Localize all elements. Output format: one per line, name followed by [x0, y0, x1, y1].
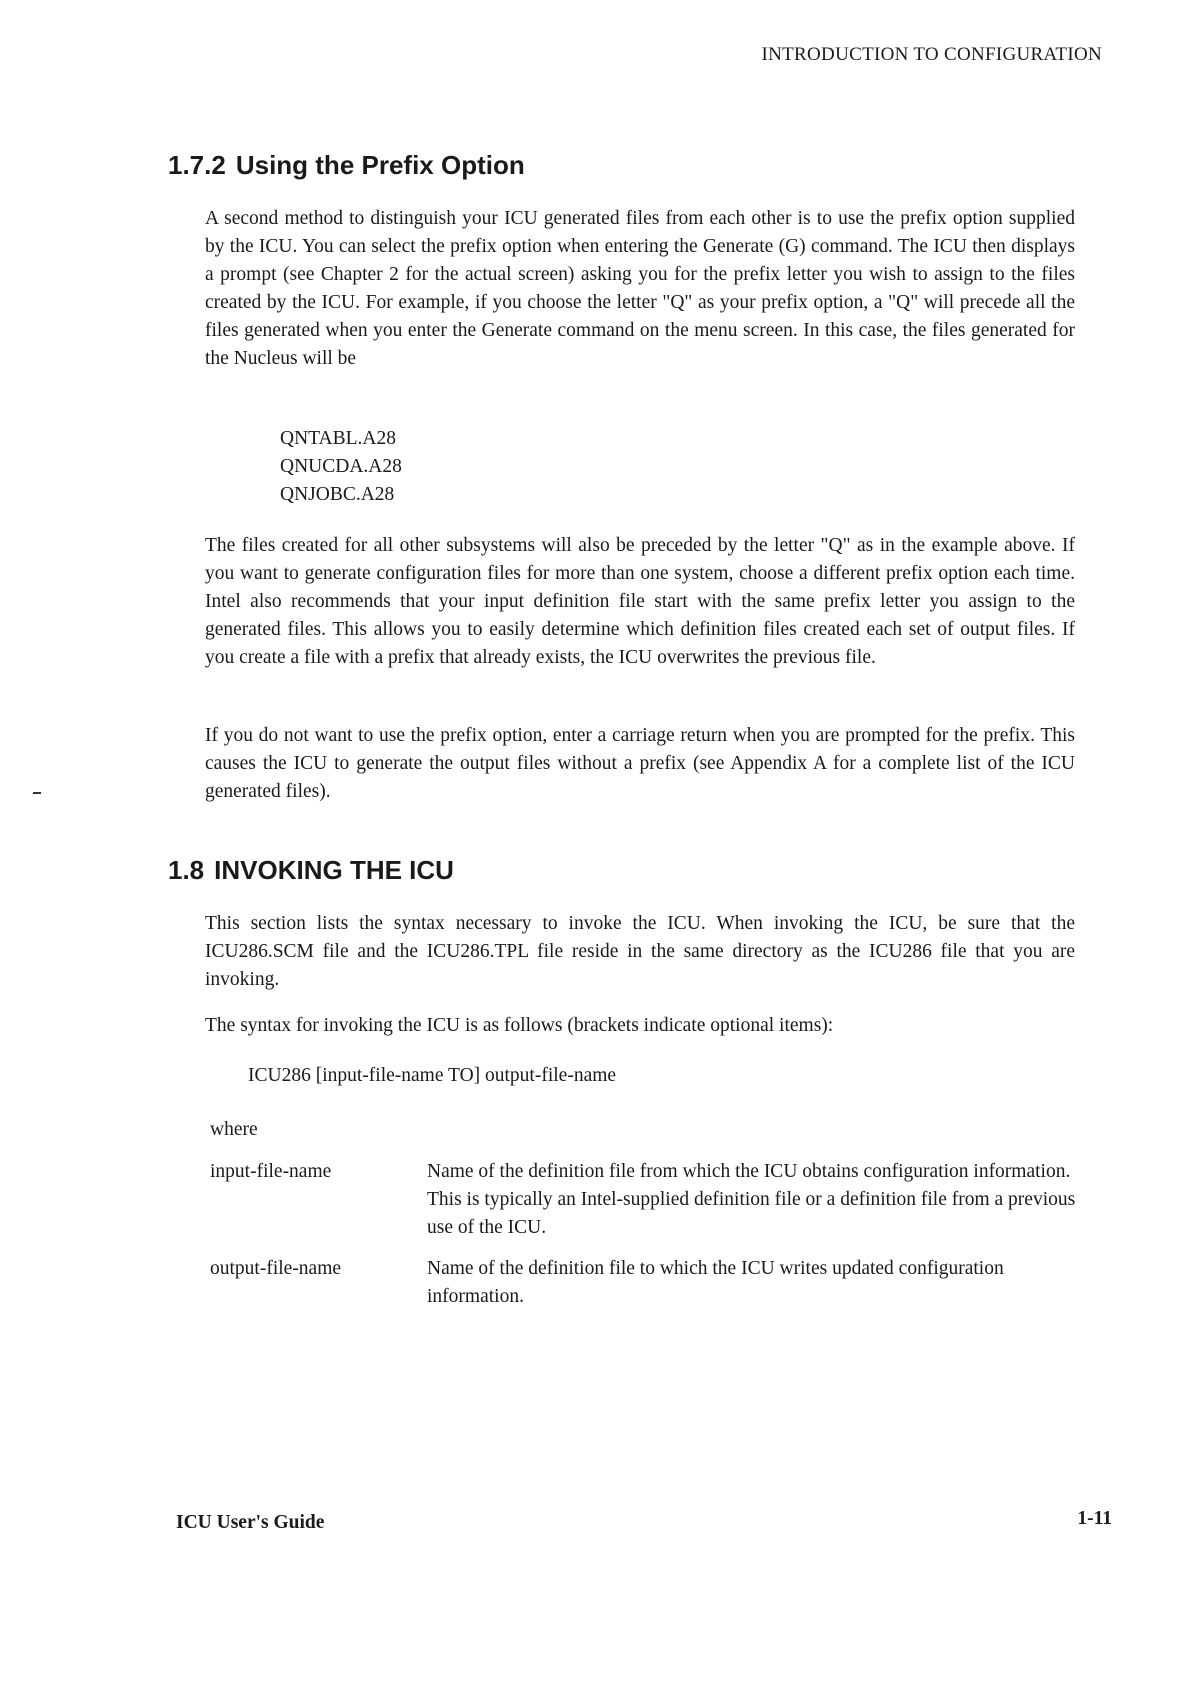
- invoking-paragraph-2: The syntax for invoking the ICU is as follows (brackets indicate optional items):: [205, 1015, 834, 1036]
- prefix-option-paragraph-3: If you do not want to use the prefix option, enter a carriage return when you are prompted for the prefix. This causes the ICU to generate the output files without a prefix (see Appendix A for a complete list of the ICU generated files).: [205, 725, 1075, 802]
- definition-term: output-file-name: [210, 1258, 342, 1279]
- section-heading-1-7-2: [168, 150, 525, 181]
- prefix-option-paragraph-2: The files created for all other subsystems will also be preceded by the letter "Q" as in the example above. If you want to generate configuration files for more than one system, choose a different prefix option each time. Intel also recommends that your input definition file start with the same prefix letter you assign to the generated files. This allows you to easily determine which definition files created each set of output files. If you create a file with a prefix that already exists, the ICU overwrites the previous file.: [205, 535, 1075, 668]
- definition-term: input-file-name: [210, 1161, 332, 1182]
- prefix-option-paragraph-1: A second method to distinguish your ICU generated files from each other is to use the prefix option supplied by the ICU. You can select the prefix option when entering the Generate (G) command. The ICU then displays a prompt (see Chapter 2 for the actual screen) asking you for the prefix letter you wish to assign to the files created by the ICU. For example, if you choose the letter "Q" as your prefix option, a "Q" will precede all the files generated when you enter the Generate command on the menu screen. In this case, the files generated for the Nucleus will be: [205, 208, 1075, 369]
- where-label: where: [210, 1119, 258, 1140]
- section-title: INVOKING THE ICU: [214, 855, 454, 885]
- file-name: QNTABL.A28: [280, 428, 396, 449]
- running-head: INTRODUCTION TO CONFIGURATION: [761, 44, 1102, 65]
- section-heading-1-8: [168, 855, 454, 886]
- section-title: Using the Prefix Option: [235, 150, 525, 180]
- definition-description: Name of the definition file to which the ICU writes updated configuration information.: [427, 1258, 1004, 1307]
- file-name: QNJOBC.A28: [280, 484, 395, 505]
- definition-description: Name of the definition file from which the ICU obtains configuration information. This is typically an Intel-supplied definition file or a definition file from a previous use of the ICU.: [427, 1161, 1076, 1238]
- footer-guide-title: ICU User's Guide: [176, 1512, 325, 1533]
- invoking-paragraph-1: This section lists the syntax necessary to invoke the ICU. When invoking the ICU, be sure that the ICU286.SCM file and the ICU286.TPL file reside in the same directory as the ICU286 file that you are invoking.: [205, 913, 1075, 990]
- file-name: QNUCDA.A28: [280, 456, 402, 477]
- syntax-line: ICU286 [input-file-name TO] output-file-name: [248, 1065, 617, 1086]
- section-number: 1.8: [168, 855, 205, 885]
- nucleus-file-list: [280, 425, 402, 509]
- page-number: 1-11: [1077, 1508, 1112, 1529]
- margin-mark: [33, 792, 41, 794]
- section-number: 1.7.2: [168, 150, 226, 180]
